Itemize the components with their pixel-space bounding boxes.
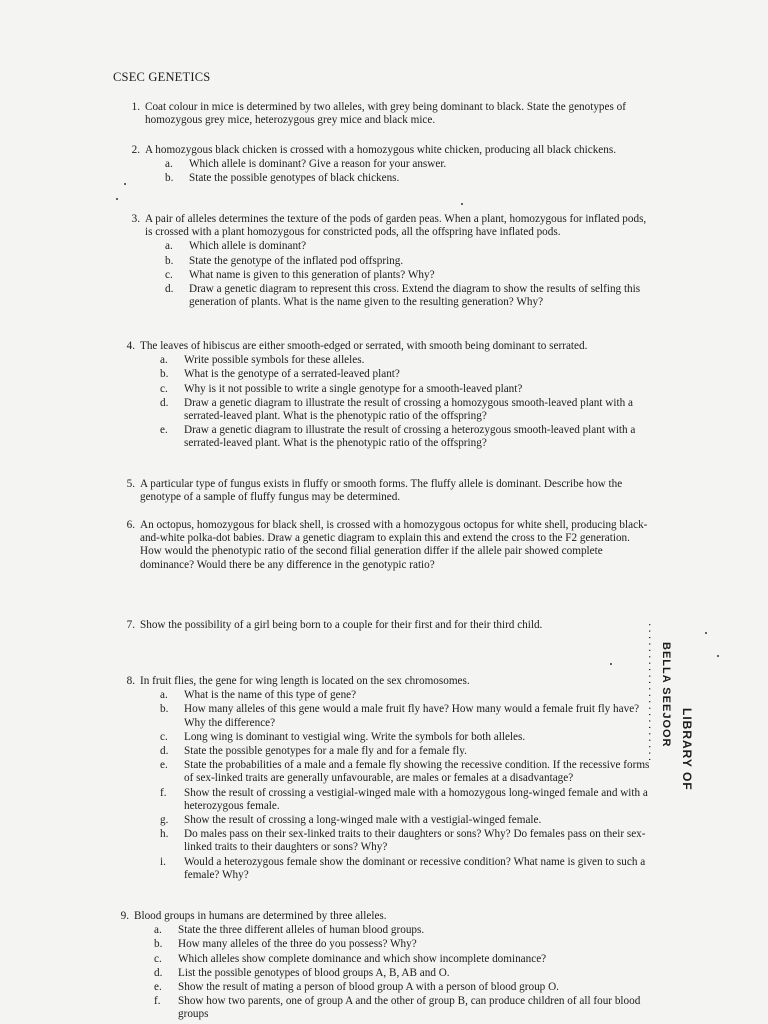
sub-question-text: State the genotype of the inflated pod offspring. bbox=[189, 254, 404, 267]
sub-question bbox=[145, 255, 655, 268]
sub-question-text: Which alleles show complete dominance and which show incomplete dominance? bbox=[178, 952, 547, 965]
scan-speck bbox=[705, 632, 707, 634]
sub-question bbox=[140, 745, 650, 758]
sub-question-letter: b. bbox=[160, 703, 169, 716]
library-stamp bbox=[646, 612, 768, 791]
sub-question bbox=[140, 731, 650, 744]
sub-question-text: Draw a genetic diagram to illustrate the result of crossing a homozygous smooth-leaved plant with a serrated-leaved plant. What is the phenotypic ratio of the offspring? bbox=[184, 396, 633, 423]
sub-question-text: How many alleles of this gene would a male fruit fly have? How many would a female fruit fly have? Why the difference? bbox=[184, 703, 640, 729]
scan-speck bbox=[124, 183, 126, 185]
sub-question-text: State the possible genotypes for a male fly and for a female fly. bbox=[184, 745, 467, 758]
question-body bbox=[145, 101, 655, 127]
sub-question-letter: e. bbox=[160, 424, 168, 437]
sub-question-text: List the possible genotypes of blood groups A, B, AB and O. bbox=[178, 966, 450, 979]
question-number: 3. bbox=[131, 213, 140, 225]
sub-question-text: Long wing is dominant to vestigial wing. Write the symbols for both alleles. bbox=[184, 730, 526, 743]
sub-question bbox=[140, 787, 650, 813]
sub-question bbox=[134, 995, 644, 1021]
sub-question bbox=[140, 814, 650, 827]
question-body bbox=[140, 675, 650, 882]
sub-question bbox=[140, 397, 650, 423]
question-body bbox=[145, 144, 655, 186]
sub-question-text: Draw a genetic diagram to illustrate the result of crossing a heterozygous smooth-leaved plant with a serrated-leaved plant. What is the phenotypic ratio of the offspring? bbox=[184, 424, 636, 450]
sub-question-text: State the three different alleles of human blood groups. bbox=[178, 924, 425, 937]
sub-question bbox=[140, 856, 650, 882]
question-body bbox=[140, 619, 650, 632]
sub-question bbox=[134, 967, 644, 980]
sub-question bbox=[140, 828, 650, 854]
sub-question-text: Which allele is dominant? Give a reason for your answer. bbox=[189, 158, 447, 171]
sub-question-text: Draw a genetic diagram to represent this cross. Extend the diagram to show the results of selfing this generation of plants. What is the name given to the resulting generation? Why? bbox=[189, 283, 641, 309]
sub-question-letter: a. bbox=[160, 354, 168, 367]
sub-question-letter: f. bbox=[154, 995, 161, 1008]
stamp-line-owner: BELLA SEEJOOR bbox=[660, 642, 672, 748]
sub-question bbox=[145, 283, 655, 309]
sub-question bbox=[134, 924, 644, 937]
question-text: Coat colour in mice is determined by two alleles, with grey being dominant to black. State the genotypes of homozygous grey mice, heterozygous grey mice and black mice. bbox=[145, 101, 626, 127]
question-text: An octopus, homozygous for black shell, is crossed with a homozygous octopus for white shell, producing black-and-white polka-dot babies. Draw a genetic diagram to explain this and extend the cross to the F2 generation. How would the phenotypic ratio of the second filial generation differ if the allele pair showed complete dominance? Would there be any difference in the genotypic ratio? bbox=[140, 519, 648, 571]
sub-question-letter: a. bbox=[154, 924, 162, 937]
sub-question-letter: f. bbox=[160, 786, 167, 799]
sub-question-text: How many alleles of the three do you possess? Why? bbox=[178, 938, 417, 951]
scan-speck bbox=[461, 203, 463, 205]
sub-question bbox=[140, 759, 650, 785]
sub-question bbox=[140, 703, 650, 729]
question-number: 9. bbox=[120, 910, 129, 922]
question-text: The leaves of hibiscus are either smooth-edged or serrated, with smooth being dominant to serrated. bbox=[140, 340, 588, 352]
sub-question bbox=[134, 953, 644, 966]
sub-question-text: Show the result of crossing a vestigial-winged male with a homozygous long-winged female and with a heterozygous female. bbox=[184, 786, 648, 812]
sub-question bbox=[140, 383, 650, 396]
sub-question-text: Show how two parents, one of group A and the other of group B, can produce children of all four blood groups bbox=[178, 995, 641, 1021]
sub-question bbox=[134, 938, 644, 951]
sub-question-letter: g. bbox=[160, 814, 169, 827]
sub-question-letter: c. bbox=[154, 952, 162, 965]
sub-question bbox=[145, 269, 655, 282]
question-body bbox=[134, 910, 644, 1022]
sub-question-text: Do males pass on their sex-linked traits to their daughters or sons? Why? Do females pass on their sex-linked traits to their daughters or sons? Why? bbox=[184, 828, 646, 854]
sub-question bbox=[145, 172, 655, 185]
sub-question-letter: d. bbox=[160, 396, 169, 409]
sub-question-text: Write possible symbols for these alleles. bbox=[184, 354, 365, 367]
question-text: A particular type of fungus exists in fluffy or smooth forms. The fluffy allele is dominant. Describe how the genotype of a sample of fluffy fungus may be determined. bbox=[140, 478, 623, 504]
sub-question-text: Show the result of mating a person of blood group A with a person of blood group O. bbox=[178, 981, 559, 994]
scan-speck bbox=[610, 663, 612, 665]
sub-question-letter: a. bbox=[165, 240, 173, 253]
question-number: 2. bbox=[131, 144, 140, 156]
sub-question-letter: a. bbox=[160, 689, 168, 702]
sub-question bbox=[140, 354, 650, 367]
sub-question-letter: h. bbox=[160, 828, 169, 841]
question-body bbox=[140, 340, 650, 451]
sub-question-text: What is the genotype of a serrated-leaved plant? bbox=[184, 368, 400, 381]
sub-question-letter: a. bbox=[165, 158, 173, 171]
sub-question-letter: b. bbox=[154, 938, 163, 951]
sub-question-letter: d. bbox=[154, 966, 163, 979]
question-body bbox=[140, 478, 650, 504]
sub-question-letter: c. bbox=[165, 268, 173, 281]
sub-question-text: Would a heterozygous female show the dominant or recessive condition? What name is given to such a female? Why? bbox=[184, 855, 646, 881]
stamp-dotted-line: ...................... bbox=[646, 622, 656, 764]
sub-question-letter: b. bbox=[165, 254, 174, 267]
sub-question bbox=[145, 158, 655, 171]
question-text: Show the possibility of a girl being born to a couple for their first and for their third child. bbox=[140, 619, 543, 631]
question-number: 1. bbox=[131, 101, 140, 113]
sub-question-text: What is the name of this type of gene? bbox=[184, 689, 357, 702]
sub-question bbox=[140, 368, 650, 381]
sub-question-letter: c. bbox=[160, 730, 168, 743]
worksheet-title: CSEC GENETICS bbox=[113, 70, 211, 84]
question-number: 5. bbox=[126, 478, 135, 490]
scan-speck bbox=[116, 198, 118, 200]
sub-question-text: State the probabilities of a male and a female fly showing the recessive condition. If the recessive forms of sex-linked traits are generally unfavourable, are males or females at a disadvantage? bbox=[184, 759, 650, 785]
sub-question-letter: c. bbox=[160, 382, 168, 395]
question-number: 7. bbox=[126, 619, 135, 631]
sub-question-text: Show the result of crossing a long-winged male with a vestigial-winged female. bbox=[184, 814, 542, 827]
question-text: In fruit flies, the gene for wing length is located on the sex chromosomes. bbox=[140, 675, 470, 687]
question-number: 6. bbox=[126, 519, 135, 531]
sub-question-text: Why is it not possible to write a single genotype for a smooth-leaved plant? bbox=[184, 382, 523, 395]
sub-question-letter: b. bbox=[160, 368, 169, 381]
scan-speck bbox=[717, 655, 719, 657]
question-number: 8. bbox=[126, 675, 135, 687]
sub-question-letter: d. bbox=[160, 745, 169, 758]
sub-question-text: State the possible genotypes of black chickens. bbox=[189, 172, 400, 185]
sub-question-letter: e. bbox=[154, 981, 162, 994]
sub-question bbox=[140, 689, 650, 702]
question-number: 4. bbox=[126, 340, 135, 352]
question-text: A homozygous black chicken is crossed with a homozygous white chicken, producing all black chickens. bbox=[145, 144, 616, 156]
stamp-line-library: LIBRARY OF bbox=[680, 708, 694, 791]
sub-question bbox=[145, 240, 655, 253]
sub-question bbox=[140, 424, 650, 450]
sub-question-text: What name is given to this generation of plants? Why? bbox=[189, 268, 435, 281]
sub-question-letter: d. bbox=[165, 283, 174, 296]
question-text: A pair of alleles determines the texture of the pods of garden peas. When a plant, homozygous for inflated pods, is crossed with a plant homozygous for constricted pods, all the offspring have inflated pods. bbox=[145, 213, 647, 239]
question-text: Blood groups in humans are determined by three alleles. bbox=[134, 910, 387, 922]
sub-question-letter: i. bbox=[160, 855, 166, 868]
sub-question-letter: e. bbox=[160, 759, 168, 772]
question-body bbox=[140, 519, 650, 572]
question-body bbox=[145, 213, 655, 309]
sub-question-letter: b. bbox=[165, 172, 174, 185]
sub-question-text: Which allele is dominant? bbox=[189, 240, 307, 253]
sub-question bbox=[134, 981, 644, 994]
